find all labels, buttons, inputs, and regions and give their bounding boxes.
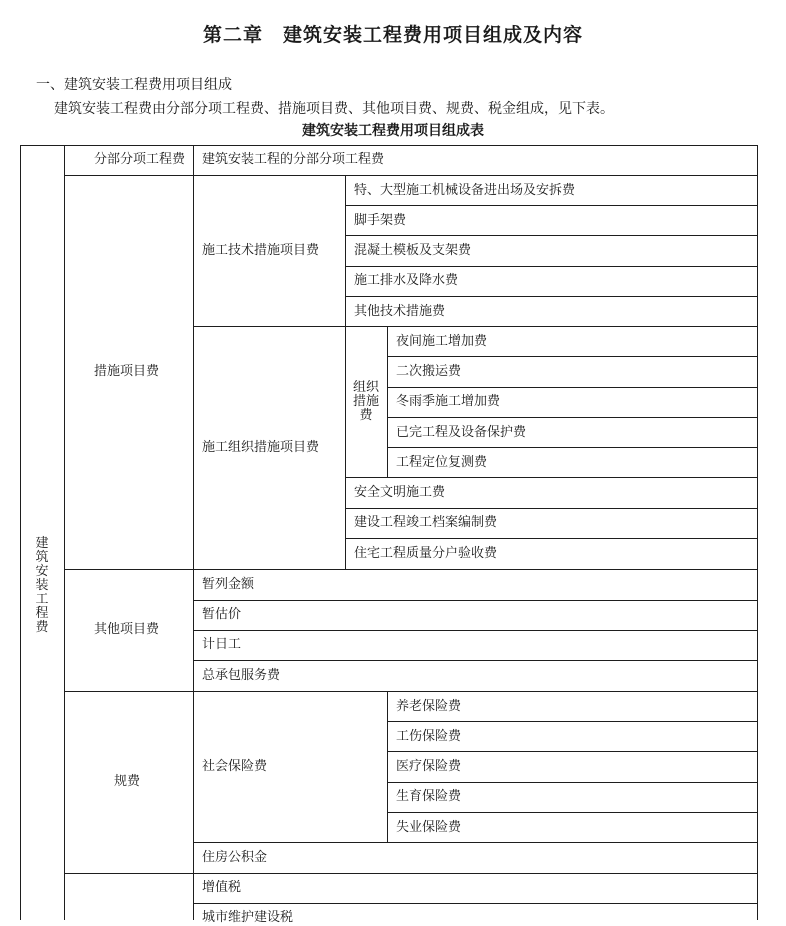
table-rule bbox=[387, 447, 758, 448]
zuzhi-item: 住宅工程质量分户验收费 bbox=[354, 546, 498, 561]
shebao-item: 失业保险费 bbox=[396, 820, 462, 835]
qita-item: 计日工 bbox=[202, 637, 242, 652]
table-rule bbox=[387, 326, 388, 477]
jishu-item: 混凝土模板及支架费 bbox=[354, 243, 472, 258]
jishu-item: 特、大型施工机械设备进出场及安拆费 bbox=[354, 183, 576, 198]
table-rule bbox=[193, 903, 758, 904]
table-rule bbox=[64, 569, 758, 570]
table-rule bbox=[345, 508, 758, 509]
qita-item: 暂估价 bbox=[202, 607, 242, 622]
root-label: 建筑安装工程费 bbox=[35, 536, 49, 635]
table-rule bbox=[193, 326, 758, 327]
guifei-label: 规费 bbox=[114, 774, 141, 789]
table-rule bbox=[387, 356, 758, 357]
intro-text: 建筑安装工程费由分部分项工程费、措施项目费、其他项目费、规费、税金组成，见下表。 bbox=[54, 101, 614, 117]
table-rule bbox=[345, 266, 758, 267]
table-rule bbox=[387, 691, 388, 842]
section-heading: 一、建筑安装工程费用项目组成 bbox=[36, 77, 232, 93]
table-rule bbox=[20, 145, 758, 146]
shuijin-item: 城市维护建设税 bbox=[202, 910, 294, 925]
table-rule bbox=[387, 721, 758, 722]
table-rule bbox=[64, 691, 758, 692]
table-rule bbox=[345, 538, 758, 539]
table-rule bbox=[64, 175, 758, 176]
jishu-item: 脚手架费 bbox=[354, 213, 407, 228]
table-rule bbox=[64, 873, 758, 874]
table-rule bbox=[387, 782, 758, 783]
zuzhi-sub-item: 工程定位复测费 bbox=[396, 455, 488, 470]
shebao-label: 社会保险费 bbox=[202, 759, 268, 774]
table-rule bbox=[345, 235, 758, 236]
table-rule bbox=[345, 296, 758, 297]
table-rule bbox=[193, 842, 758, 843]
fenbu-content: 建筑安装工程的分部分项工程费 bbox=[202, 152, 385, 167]
table-rule bbox=[193, 145, 194, 920]
table-caption: 建筑安装工程费用项目组成表 bbox=[302, 123, 484, 139]
zuzhi-sub-item: 夜间施工增加费 bbox=[396, 334, 488, 349]
zuzhi-sub-item: 二次搬运费 bbox=[396, 364, 462, 379]
jishu-item: 其他技术措施费 bbox=[354, 304, 446, 319]
table-rule bbox=[387, 417, 758, 418]
shebao-item: 养老保险费 bbox=[396, 699, 462, 714]
table-rule bbox=[757, 145, 758, 920]
jishu-item: 施工排水及降水费 bbox=[354, 273, 459, 288]
cuoshi-label: 措施项目费 bbox=[94, 364, 160, 379]
zuzhi-sub-item: 冬雨季施工增加费 bbox=[396, 394, 501, 409]
gongjijin-label: 住房公积金 bbox=[202, 850, 268, 865]
qita-item: 总承包服务费 bbox=[202, 668, 281, 683]
zuzhi-sub-label: 组织措施费 bbox=[352, 380, 379, 423]
table-rule bbox=[20, 145, 21, 920]
qita-item: 暂列金额 bbox=[202, 577, 255, 592]
table-rule bbox=[387, 387, 758, 388]
zuzhi-item: 建设工程竣工档案编制费 bbox=[354, 515, 498, 530]
table-rule bbox=[193, 630, 758, 631]
table-rule bbox=[193, 660, 758, 661]
qita-label: 其他项目费 bbox=[94, 622, 160, 637]
shebao-item: 医疗保险费 bbox=[396, 759, 462, 774]
table-rule bbox=[64, 145, 65, 920]
chapter-title: 第二章 建筑安装工程费用项目组成及内容 bbox=[202, 24, 583, 46]
table-rule bbox=[345, 477, 758, 478]
jishu-label: 施工技术措施项目费 bbox=[202, 243, 320, 258]
table-rule bbox=[345, 205, 758, 206]
table-rule bbox=[193, 600, 758, 601]
shebao-item: 生育保险费 bbox=[396, 789, 462, 804]
zuzhi-item: 安全文明施工费 bbox=[354, 485, 446, 500]
table-rule bbox=[345, 175, 346, 569]
table-rule bbox=[387, 751, 758, 752]
shuijin-item: 增值税 bbox=[202, 880, 242, 895]
zuzhi-sub-item: 已完工程及设备保护费 bbox=[396, 425, 527, 440]
table-rule bbox=[387, 812, 758, 813]
shebao-item: 工伤保险费 bbox=[396, 729, 462, 744]
fenbu-label: 分部分项工程费 bbox=[94, 152, 186, 167]
zuzhi-label: 施工组织措施项目费 bbox=[202, 440, 320, 455]
